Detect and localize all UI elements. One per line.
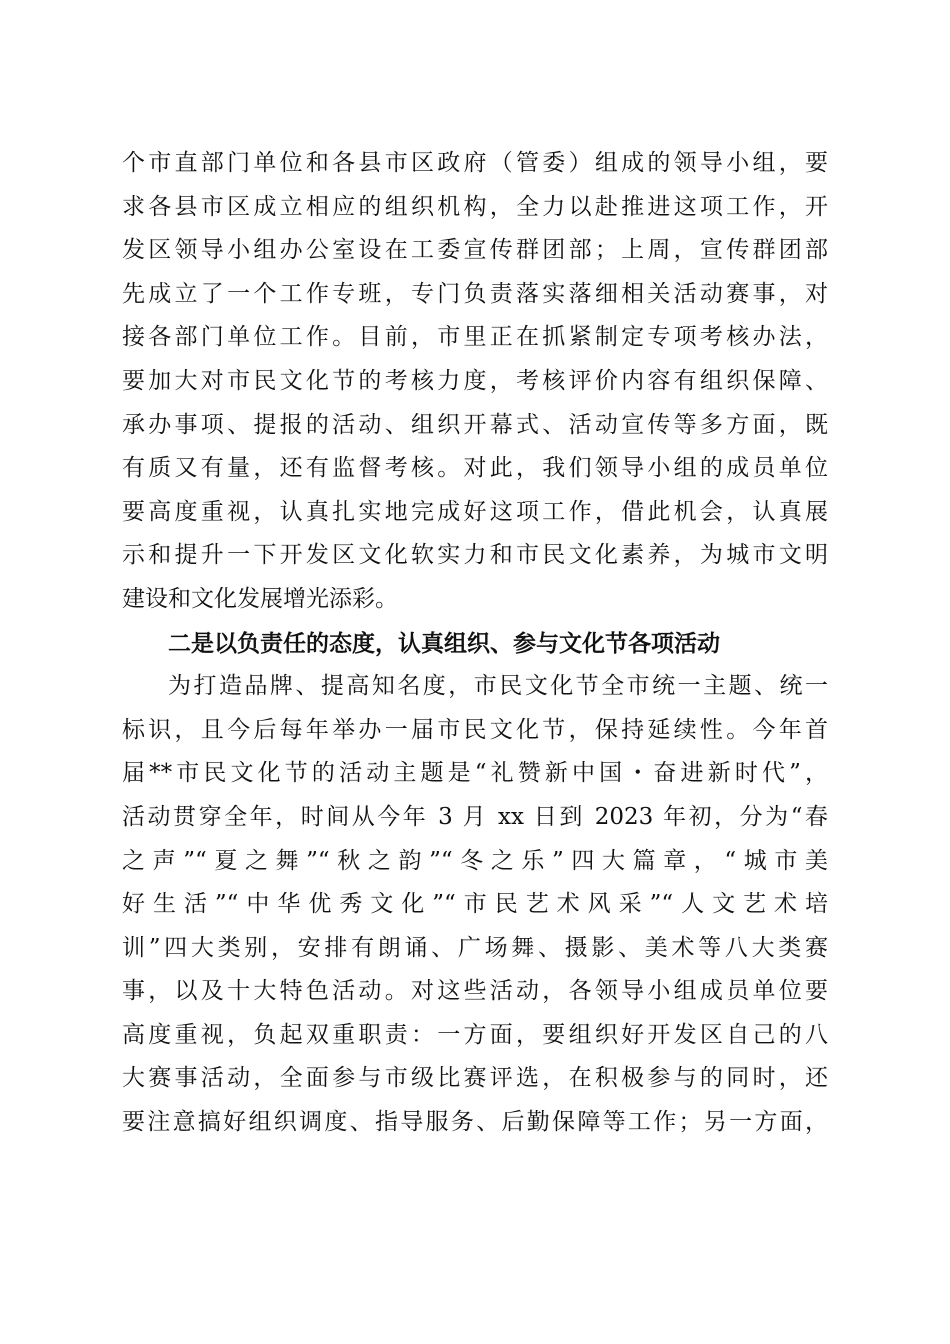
- paragraph-1-line-3: 发区领导小组办公室设在工委宣传群团部；上周，宣传群团部: [122, 237, 828, 264]
- paragraph-1-line-1: 个市直部门单位和各县市区政府（管委）组成的领导小组，要: [122, 150, 828, 176]
- paragraph-1-line-7: 承办事项、提报的活动、组织开幕式、活动宣传等多方面，既: [122, 411, 828, 438]
- paragraph-2-line-4: 活动贯穿全年，时间从今年 3 月 xx 日到 2023 年初，分为“春: [122, 803, 828, 830]
- paragraph-1-line-5: 接各部门单位工作。目前，市里正在抓紧制定专项考核办法，: [122, 324, 828, 351]
- paragraph-2-line-1: 为打造品牌、提高知名度，市民文化节全市统一主题、统一: [168, 673, 828, 700]
- paragraph-1-line-2: 求各县市区成立相应的组织机构，全力以赴推进这项工作，开: [122, 193, 828, 220]
- paragraph-2-line-8: 事，以及十大特色活动。对这些活动，各领导小组成员单位要: [122, 978, 828, 1005]
- paragraph-2-line-7: 训”四大类别，安排有朗诵、广场舞、摄影、美术等八大类赛: [122, 934, 828, 961]
- paragraph-2-line-3: 届**市民文化节的活动主题是“礼赞新中国・奋进新时代”，: [122, 760, 828, 787]
- paragraph-2-line-5: 之声”“夏之舞”“秋之韵”“冬之乐”四大篇章，“城市美: [122, 847, 828, 874]
- paragraph-2-line-2: 标识，且今后每年举办一届市民文化节，保持延续性。今年首: [122, 716, 828, 743]
- paragraph-1-line-6: 要加大对市民文化节的考核力度，考核评价内容有组织保障、: [122, 367, 828, 394]
- paragraph-2-line-6: 好生活”“中华优秀文化”“市民艺术风采”“人文艺术培: [122, 891, 828, 918]
- paragraph-2-line-9: 高度重视，负起双重职责：一方面，要组织好开发区自己的八: [122, 1021, 828, 1048]
- paragraph-1-line-8: 有质又有量，还有监督考核。对此，我们领导小组的成员单位: [122, 455, 828, 482]
- paragraph-2-line-11: 要注意搞好组织调度、指导服务、后勤保障等工作；另一方面，: [122, 1109, 828, 1136]
- document-body: [122, 142, 828, 1145]
- paragraph-1-line-11: 建设和文化发展增光添彩。: [122, 585, 398, 612]
- paragraph-1-line-10: 示和提升一下开发区文化软实力和市民文化素养，为城市文明: [122, 542, 828, 569]
- paragraph-2-line-10: 大赛事活动，全面参与市级比赛评选，在积极参与的同时，还: [122, 1065, 828, 1092]
- section-heading: 二是以负责任的态度，认真组织、参与文化节各项活动: [168, 629, 720, 657]
- paragraph-1-line-4: 先成立了一个工作专班，专门负责落实落细相关活动赛事，对: [122, 280, 828, 307]
- paragraph-1-line-9: 要高度重视，认真扎实地完成好这项工作，借此机会，认真展: [122, 498, 828, 525]
